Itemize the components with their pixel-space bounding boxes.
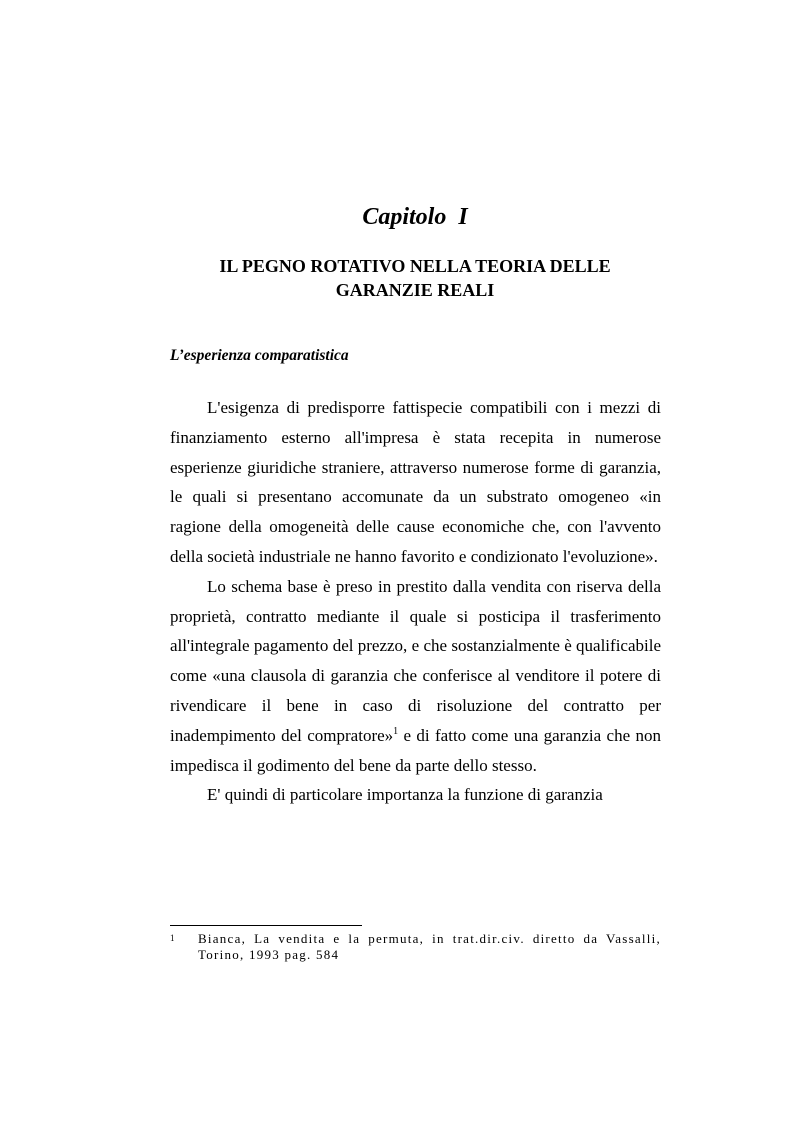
paragraph-1: L'esigenza di predisporre fattispecie compatibili con i mezzi di finanziamento esterno all'impresa è stata recepita in numerose esperienze giuridiche straniere, attraverso numerose forme di garanzia, le quali si presentano accomunate da un substrato omogeneo «in ragione della omogeneità delle cause economiche che, con l'avvento della società industriale ne hanno favorito e condizionato l'evoluzione».: [170, 398, 661, 566]
footnote-number: 1: [170, 933, 175, 943]
footnote-separator: [170, 925, 362, 926]
footnote-text: Bianca, La vendita e la permuta, in trat.dir.civ. diretto da Vassalli, Torino, 1993 pag. 584: [198, 931, 661, 962]
chapter-title: Capitolo I: [362, 204, 468, 230]
paragraph-2-text-a: Lo schema base è preso in prestito dalla vendita con riserva della proprietà, contratto mediante il quale si posticipa il trasferimento all'integrale pagamento del prezzo, e che sostanzialmente è qualificabile come «una clausola di garanzia che conferisce al venditore il potere di rivendicare il bene in caso di risoluzione del contratto per inadempimento del compratore»: [170, 576, 661, 745]
footnote-reference: 1: [393, 725, 399, 737]
main-title: [170, 254, 660, 302]
main-title-line-2: GARANZIE REALI: [335, 280, 495, 300]
paragraph-3: E' quindi di particolare importanza la funzione di garanzia: [207, 785, 603, 805]
section-heading: L’esperienza comparatistica: [170, 347, 349, 364]
footnote: [170, 931, 661, 963]
body-text: [170, 393, 661, 810]
paragraph-2-text-b: e di fatto come una garanzia che non impedisca il godimento del bene da parte dello stesso.: [170, 725, 661, 775]
main-title-line-1: IL PEGNO ROTATIVO NELLA TEORIA DELLE: [219, 256, 611, 276]
paragraph-2: [170, 572, 661, 781]
